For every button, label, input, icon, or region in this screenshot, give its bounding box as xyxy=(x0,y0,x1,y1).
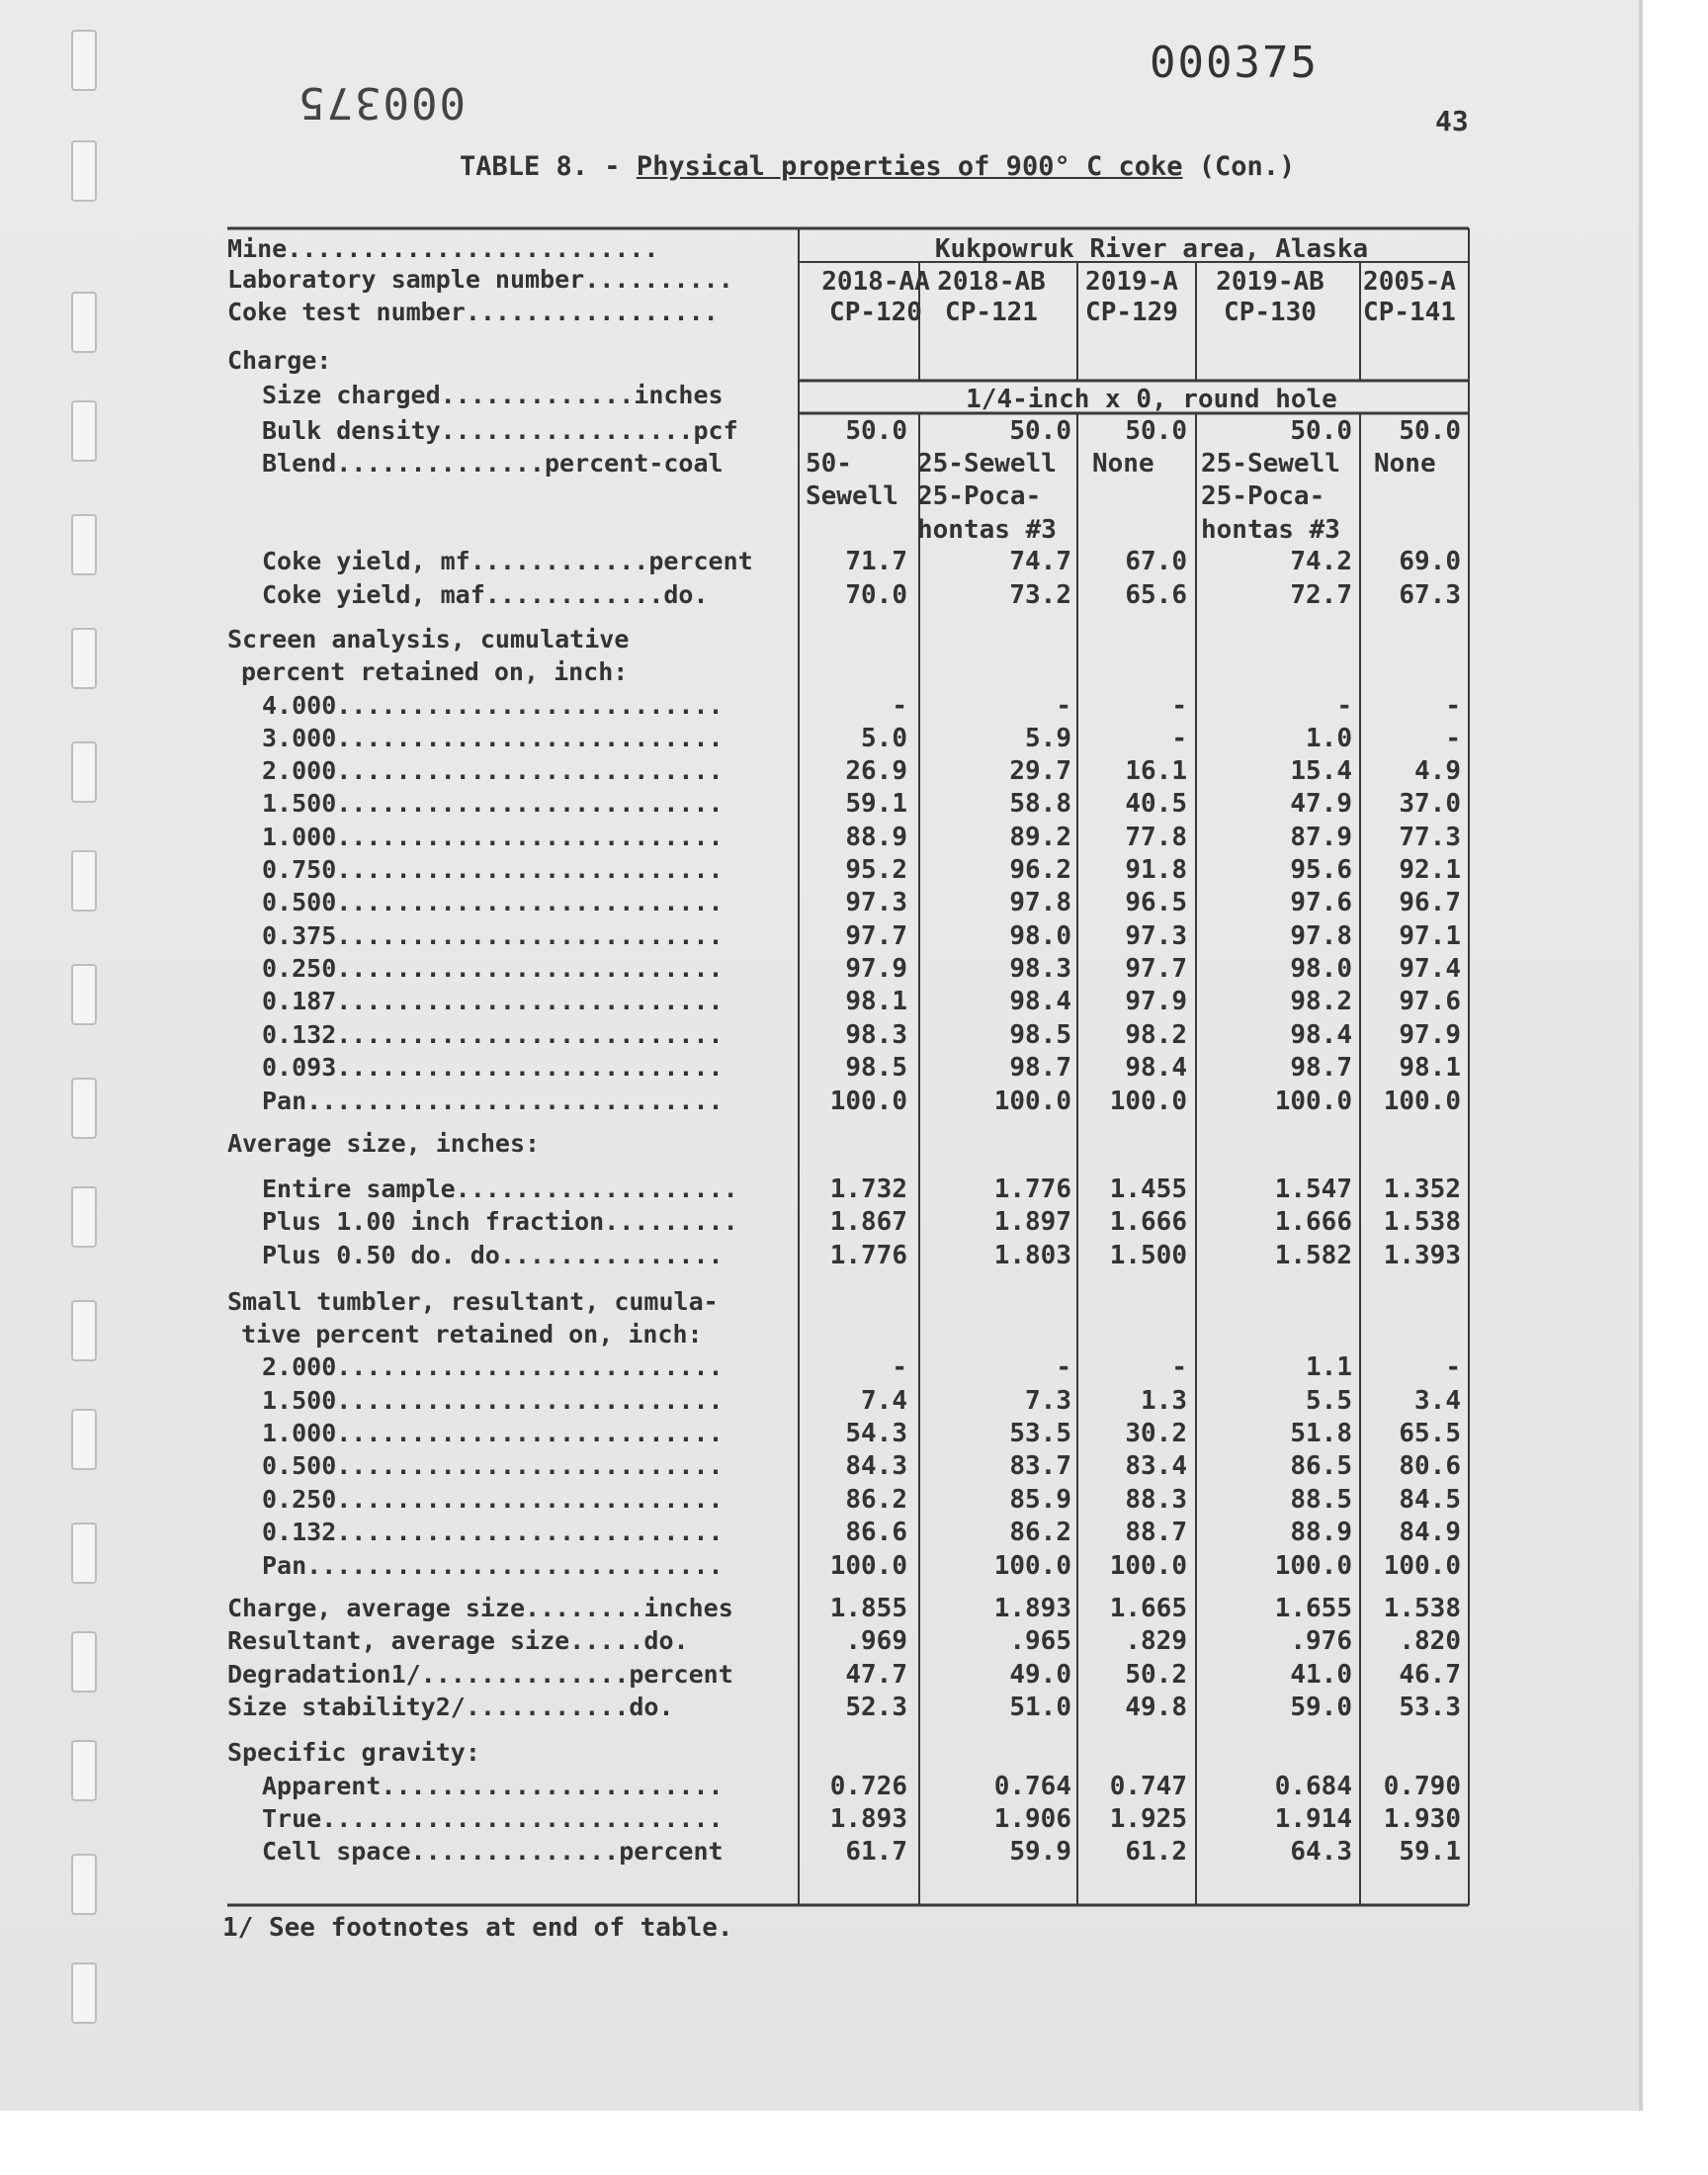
table-cell: 1.803 xyxy=(993,1241,1071,1270)
table-cell: 96.2 xyxy=(1009,855,1071,885)
table-cell: 1.855 xyxy=(829,1594,907,1623)
table-cell: - xyxy=(1056,1352,1071,1382)
table-cell: 98.5 xyxy=(845,1053,907,1083)
table-cell: 1.538 xyxy=(1383,1594,1461,1623)
table-cell: 97.9 xyxy=(1399,1020,1461,1050)
table-cell: 89.2 xyxy=(1009,823,1071,852)
table-cell: 1.906 xyxy=(993,1804,1071,1834)
table-cell: 5.9 xyxy=(1025,724,1071,753)
table-cell: 49.8 xyxy=(1125,1693,1187,1722)
table-cell: .969 xyxy=(845,1626,907,1656)
table-cell: hontas #3 xyxy=(917,515,1057,545)
document-stamp: 000375 xyxy=(1150,38,1319,88)
table-cell: 100.0 xyxy=(993,1551,1071,1581)
binder-hole xyxy=(71,628,97,689)
binder-hole xyxy=(71,1186,97,1248)
table-cell: 85.9 xyxy=(1009,1485,1071,1515)
table-cell: 50.0 xyxy=(1125,416,1187,446)
table-cell: 1.352 xyxy=(1383,1174,1461,1204)
table-cell: 15.4 xyxy=(1290,756,1352,786)
table-cell: 1.732 xyxy=(829,1174,907,1204)
table-cell: 0.684 xyxy=(1274,1772,1352,1801)
row-label: Entire sample................... xyxy=(262,1174,738,1203)
table-cell: - xyxy=(1445,724,1461,753)
table-cell: 4.9 xyxy=(1414,756,1461,786)
table-cell: 100.0 xyxy=(1109,1551,1187,1581)
row-label: 3.000.......................... xyxy=(262,724,724,752)
table-cell: 5.5 xyxy=(1306,1386,1352,1416)
table-cell: 97.7 xyxy=(845,921,907,951)
table-cell: 69.0 xyxy=(1399,547,1461,576)
table-cell: 1.930 xyxy=(1383,1804,1461,1834)
table-cell: 98.7 xyxy=(1290,1053,1352,1083)
coke-test-number: CP-121 xyxy=(945,298,1038,327)
row-label: 0.132.......................... xyxy=(262,1020,724,1049)
table-cell: 1.776 xyxy=(829,1241,907,1270)
table-title xyxy=(460,151,1295,182)
table-cell: 47.7 xyxy=(845,1660,907,1690)
table-cell: 53.3 xyxy=(1399,1693,1461,1722)
row-label: Plus 0.50 do. do............... xyxy=(262,1241,724,1269)
table-cell: 54.3 xyxy=(845,1419,907,1448)
binder-hole xyxy=(71,850,97,912)
table-cell: 98.4 xyxy=(1125,1053,1187,1083)
coke-test-label: Coke test number................. xyxy=(227,298,719,326)
table-cell: 52.3 xyxy=(845,1693,907,1722)
row-label: 0.250.......................... xyxy=(262,954,724,983)
table-cell: 77.8 xyxy=(1125,823,1187,852)
row-label: Coke yield, mf............percent xyxy=(262,547,753,575)
row-label: Charge, average size........inches xyxy=(227,1594,733,1622)
table-cell: - xyxy=(1171,724,1187,753)
table-cell: 1.925 xyxy=(1109,1804,1187,1834)
table-cell: - xyxy=(1445,691,1461,721)
table-cell: 98.2 xyxy=(1125,1020,1187,1050)
mine-value: Kukpowruk River area, Alaska xyxy=(934,234,1369,264)
row-label: Cell space..............percent xyxy=(262,1837,724,1866)
binder-hole xyxy=(71,514,97,575)
table-cell: 50.0 xyxy=(845,416,907,446)
table-cell: 67.0 xyxy=(1125,547,1187,576)
row-label: 1.000.......................... xyxy=(262,823,724,851)
table-cell: 97.8 xyxy=(1009,888,1071,917)
table-cell: 86.2 xyxy=(845,1485,907,1515)
binder-hole xyxy=(71,1854,97,1915)
row-label: 0.132.......................... xyxy=(262,1518,724,1546)
table-cell: 86.2 xyxy=(1009,1518,1071,1547)
table-cell: 53.5 xyxy=(1009,1419,1071,1448)
table-cell: 30.2 xyxy=(1125,1419,1187,1448)
charge-label: Charge: xyxy=(227,346,332,375)
table-cell: 59.1 xyxy=(845,789,907,819)
table-cell: 50.0 xyxy=(1009,416,1071,446)
row-label: 1.000.......................... xyxy=(262,1419,724,1447)
binder-hole xyxy=(71,741,97,803)
table-cell: - xyxy=(1171,1352,1187,1382)
table-cell: .976 xyxy=(1290,1626,1352,1656)
table-cell: 96.5 xyxy=(1125,888,1187,917)
row-label: Blend..............percent-coal xyxy=(262,449,724,478)
table-cell: Sewell xyxy=(806,481,898,511)
lab-sample-number: 2018-AA xyxy=(821,267,930,297)
table-cell: 1.655 xyxy=(1274,1594,1352,1623)
row-label: 1.500.......................... xyxy=(262,789,724,818)
table-cell: 95.6 xyxy=(1290,855,1352,885)
table-cell: 51.8 xyxy=(1290,1419,1352,1448)
table-cell: - xyxy=(892,1352,907,1382)
table-cell: 61.2 xyxy=(1125,1837,1187,1867)
table-cell: 1.547 xyxy=(1274,1174,1352,1204)
table-cell: 77.3 xyxy=(1399,823,1461,852)
row-label: Bulk density.................pcf xyxy=(262,416,738,445)
table-cell: 87.9 xyxy=(1290,823,1352,852)
table-cell: 37.0 xyxy=(1399,789,1461,819)
table-cell: 97.1 xyxy=(1399,921,1461,951)
size-charged-label: Size charged.............inches xyxy=(262,381,724,409)
table-cell: 88.7 xyxy=(1125,1518,1187,1547)
table-cell: 1.665 xyxy=(1109,1594,1187,1623)
binder-hole xyxy=(71,30,97,91)
row-label: Size stability2/...........do. xyxy=(227,1693,674,1721)
table-cell: 100.0 xyxy=(829,1087,907,1116)
table-cell: 0.726 xyxy=(829,1772,907,1801)
coke-test-number: CP-129 xyxy=(1085,298,1178,327)
binder-hole xyxy=(71,964,97,1025)
table-cell: 88.3 xyxy=(1125,1485,1187,1515)
table-cell: 50.2 xyxy=(1125,1660,1187,1690)
row-label: 2.000.......................... xyxy=(262,1352,724,1381)
table-cell: 50.0 xyxy=(1290,416,1352,446)
row-label: 0.093.......................... xyxy=(262,1053,724,1082)
table-cell: 7.3 xyxy=(1025,1386,1071,1416)
row-label: 1.500.......................... xyxy=(262,1386,724,1415)
table-cell: 100.0 xyxy=(1274,1551,1352,1581)
table-cell: 88.9 xyxy=(845,823,907,852)
table-cell: 59.0 xyxy=(1290,1693,1352,1722)
table-cell: 5.0 xyxy=(861,724,907,753)
table-cell: 65.6 xyxy=(1125,580,1187,610)
table-cell: 0.747 xyxy=(1109,1772,1187,1801)
table-cell: 26.9 xyxy=(845,756,907,786)
table-cell: 1.393 xyxy=(1383,1241,1461,1270)
row-label: 0.750.......................... xyxy=(262,855,724,884)
row-label: Average size, inches: xyxy=(227,1129,541,1158)
table-cell: 74.2 xyxy=(1290,547,1352,576)
table-cell: 0.790 xyxy=(1383,1772,1461,1801)
table-cell: None xyxy=(1092,449,1154,478)
binder-hole xyxy=(71,1409,97,1470)
row-label: 0.500.......................... xyxy=(262,1451,724,1480)
table-cell: 91.8 xyxy=(1125,855,1187,885)
table-cell: 100.0 xyxy=(1383,1551,1461,1581)
binder-hole xyxy=(71,1522,97,1584)
row-label: Specific gravity: xyxy=(227,1738,480,1767)
table-cell: 97.9 xyxy=(1125,987,1187,1016)
row-label: 0.500.......................... xyxy=(262,888,724,916)
table-cell: - xyxy=(892,691,907,721)
table-cell: 59.9 xyxy=(1009,1837,1071,1867)
table-cell: .965 xyxy=(1009,1626,1071,1656)
row-label: Coke yield, maf............do. xyxy=(262,580,709,609)
table-cell: 98.0 xyxy=(1290,954,1352,984)
table-cell: 1.666 xyxy=(1109,1207,1187,1237)
table-cell: 95.2 xyxy=(845,855,907,885)
table-cell: - xyxy=(1056,691,1071,721)
table-cell: 98.0 xyxy=(1009,921,1071,951)
table-cell: 49.0 xyxy=(1009,1660,1071,1690)
table-cell: 83.4 xyxy=(1125,1451,1187,1481)
row-label: 0.375.......................... xyxy=(262,921,724,950)
row-label: percent retained on, inch: xyxy=(241,657,629,686)
row-label: 0.187.......................... xyxy=(262,987,724,1015)
binder-hole xyxy=(71,292,97,353)
page-number: 43 xyxy=(1435,105,1469,137)
table-cell: 97.3 xyxy=(845,888,907,917)
lab-sample-number: 2005-A xyxy=(1363,267,1456,297)
table-cell: 1.893 xyxy=(993,1594,1071,1623)
table-cell: 46.7 xyxy=(1399,1660,1461,1690)
table-cell: 64.3 xyxy=(1290,1837,1352,1867)
table-cell: 97.4 xyxy=(1399,954,1461,984)
table-cell: 29.7 xyxy=(1009,756,1071,786)
table-cell: 50.0 xyxy=(1399,416,1461,446)
table-cell: 97.6 xyxy=(1290,888,1352,917)
table-cell: 25-Sewell xyxy=(1201,449,1340,478)
table-cell: 86.6 xyxy=(845,1518,907,1547)
table-cell: 1.893 xyxy=(829,1804,907,1834)
row-label: Small tumbler, resultant, cumula- xyxy=(227,1287,719,1316)
table-cell: 98.3 xyxy=(845,1020,907,1050)
table-cell: None xyxy=(1374,449,1436,478)
table-cell: 98.1 xyxy=(845,987,907,1016)
table-cell: 100.0 xyxy=(829,1551,907,1581)
table-cell: 61.7 xyxy=(845,1837,907,1867)
lab-sample-number: 2019-A xyxy=(1085,267,1178,297)
table-cell: 92.1 xyxy=(1399,855,1461,885)
table-cell: 98.4 xyxy=(1290,1020,1352,1050)
binder-hole xyxy=(71,1631,97,1693)
table-cell: 65.5 xyxy=(1399,1419,1461,1448)
mine-label: Mine......................... xyxy=(227,234,659,263)
row-label: Resultant, average size.....do. xyxy=(227,1626,689,1655)
table-cell: 25-Sewell xyxy=(917,449,1057,478)
table-cell: 7.4 xyxy=(861,1386,907,1416)
table-cell: 0.764 xyxy=(993,1772,1071,1801)
table-cell: 97.7 xyxy=(1125,954,1187,984)
table-cell: 1.538 xyxy=(1383,1207,1461,1237)
title-suffix: (Con.) xyxy=(1182,151,1296,182)
table-cell: 84.3 xyxy=(845,1451,907,1481)
table-cell: 74.7 xyxy=(1009,547,1071,576)
table-cell: 97.6 xyxy=(1399,987,1461,1016)
table-cell: 97.3 xyxy=(1125,921,1187,951)
table-cell: 1.0 xyxy=(1306,724,1352,753)
coke-properties-table xyxy=(225,222,1471,1915)
coke-test-number: CP-141 xyxy=(1363,298,1456,327)
table-cell: 51.0 xyxy=(1009,1693,1071,1722)
coke-test-number: CP-130 xyxy=(1224,298,1317,327)
table-cell: 98.5 xyxy=(1009,1020,1071,1050)
title-underlined: Physical properties of 900° C coke xyxy=(636,151,1183,182)
table-cell: .829 xyxy=(1125,1626,1187,1656)
table-cell: - xyxy=(1171,691,1187,721)
row-label: Plus 1.00 inch fraction......... xyxy=(262,1207,738,1236)
table-cell: 67.3 xyxy=(1399,580,1461,610)
table-cell: 100.0 xyxy=(993,1087,1071,1116)
size-charged-value: 1/4-inch x 0, round hole xyxy=(966,385,1337,414)
table-cell: 1.1 xyxy=(1306,1352,1352,1382)
table-cell: 71.7 xyxy=(845,547,907,576)
table-cell: .820 xyxy=(1399,1626,1461,1656)
table-cell: 88.5 xyxy=(1290,1485,1352,1515)
table-cell: 98.2 xyxy=(1290,987,1352,1016)
table-cell: 1.776 xyxy=(993,1174,1071,1204)
table-cell: 50- xyxy=(806,449,852,478)
table-cell: - xyxy=(1445,1352,1461,1382)
row-label: Apparent....................... xyxy=(262,1772,724,1800)
binder-hole xyxy=(71,1740,97,1801)
row-label: tive percent retained on, inch: xyxy=(241,1320,703,1348)
table-cell: 16.1 xyxy=(1125,756,1187,786)
table-cell: 70.0 xyxy=(845,580,907,610)
row-label: Pan............................ xyxy=(262,1551,724,1580)
table-cell: 40.5 xyxy=(1125,789,1187,819)
table-cell: 86.5 xyxy=(1290,1451,1352,1481)
title-prefix: TABLE 8. - xyxy=(460,151,637,182)
table-cell: 41.0 xyxy=(1290,1660,1352,1690)
lab-sample-number: 2019-AB xyxy=(1216,267,1324,297)
table-cell: 98.7 xyxy=(1009,1053,1071,1083)
row-label: 4.000.......................... xyxy=(262,691,724,720)
table-cell: 1.666 xyxy=(1274,1207,1352,1237)
table-cell: 97.8 xyxy=(1290,921,1352,951)
table-cell: 1.582 xyxy=(1274,1241,1352,1270)
table-cell: 97.9 xyxy=(845,954,907,984)
table-cell: 3.4 xyxy=(1414,1386,1461,1416)
binder-hole xyxy=(71,1962,97,2024)
table-cell: 1.455 xyxy=(1109,1174,1187,1204)
lab-sample-label: Laboratory sample number.......... xyxy=(227,265,733,294)
row-label: True........................... xyxy=(262,1804,724,1833)
table-cell: 84.9 xyxy=(1399,1518,1461,1547)
table-cell: 100.0 xyxy=(1383,1087,1461,1116)
row-label: 0.250.......................... xyxy=(262,1485,724,1514)
table-cell: 59.1 xyxy=(1399,1837,1461,1867)
mirrored-stamp: 000375 xyxy=(297,77,466,128)
table-cell: 83.7 xyxy=(1009,1451,1071,1481)
table-cell: 100.0 xyxy=(1109,1087,1187,1116)
lab-sample-number: 2018-AB xyxy=(937,267,1046,297)
table-cell: 84.5 xyxy=(1399,1485,1461,1515)
table-cell: 58.8 xyxy=(1009,789,1071,819)
row-label: Screen analysis, cumulative xyxy=(227,625,630,653)
row-label: Degradation1/..............percent xyxy=(227,1660,733,1689)
coke-test-number: CP-120 xyxy=(829,298,922,327)
table-cell: 100.0 xyxy=(1274,1087,1352,1116)
table-cell: 72.7 xyxy=(1290,580,1352,610)
table-cell: 80.6 xyxy=(1399,1451,1461,1481)
footnote: 1/ See footnotes at end of table. xyxy=(222,1913,733,1943)
table-cell: 1.897 xyxy=(993,1207,1071,1237)
table-cell: hontas #3 xyxy=(1201,515,1340,545)
binder-hole xyxy=(71,400,97,462)
table-cell: 96.7 xyxy=(1399,888,1461,917)
table-cell: 47.9 xyxy=(1290,789,1352,819)
table-cell: 88.9 xyxy=(1290,1518,1352,1547)
table-cell: 98.1 xyxy=(1399,1053,1461,1083)
table-cell: 1.914 xyxy=(1274,1804,1352,1834)
table-cell: - xyxy=(1336,691,1352,721)
table-cell: 1.500 xyxy=(1109,1241,1187,1270)
row-label: Pan............................ xyxy=(262,1087,724,1115)
table-cell: 1.867 xyxy=(829,1207,907,1237)
binder-hole xyxy=(71,1300,97,1361)
row-label: 2.000.......................... xyxy=(262,756,724,785)
binder-hole xyxy=(71,140,97,202)
table-cell: 98.3 xyxy=(1009,954,1071,984)
table-cell: 25-Poca- xyxy=(1201,481,1325,511)
table-cell: 1.3 xyxy=(1141,1386,1187,1416)
table-cell: 98.4 xyxy=(1009,987,1071,1016)
table-cell: 73.2 xyxy=(1009,580,1071,610)
binder-hole xyxy=(71,1078,97,1139)
table-cell: 25-Poca- xyxy=(917,481,1042,511)
